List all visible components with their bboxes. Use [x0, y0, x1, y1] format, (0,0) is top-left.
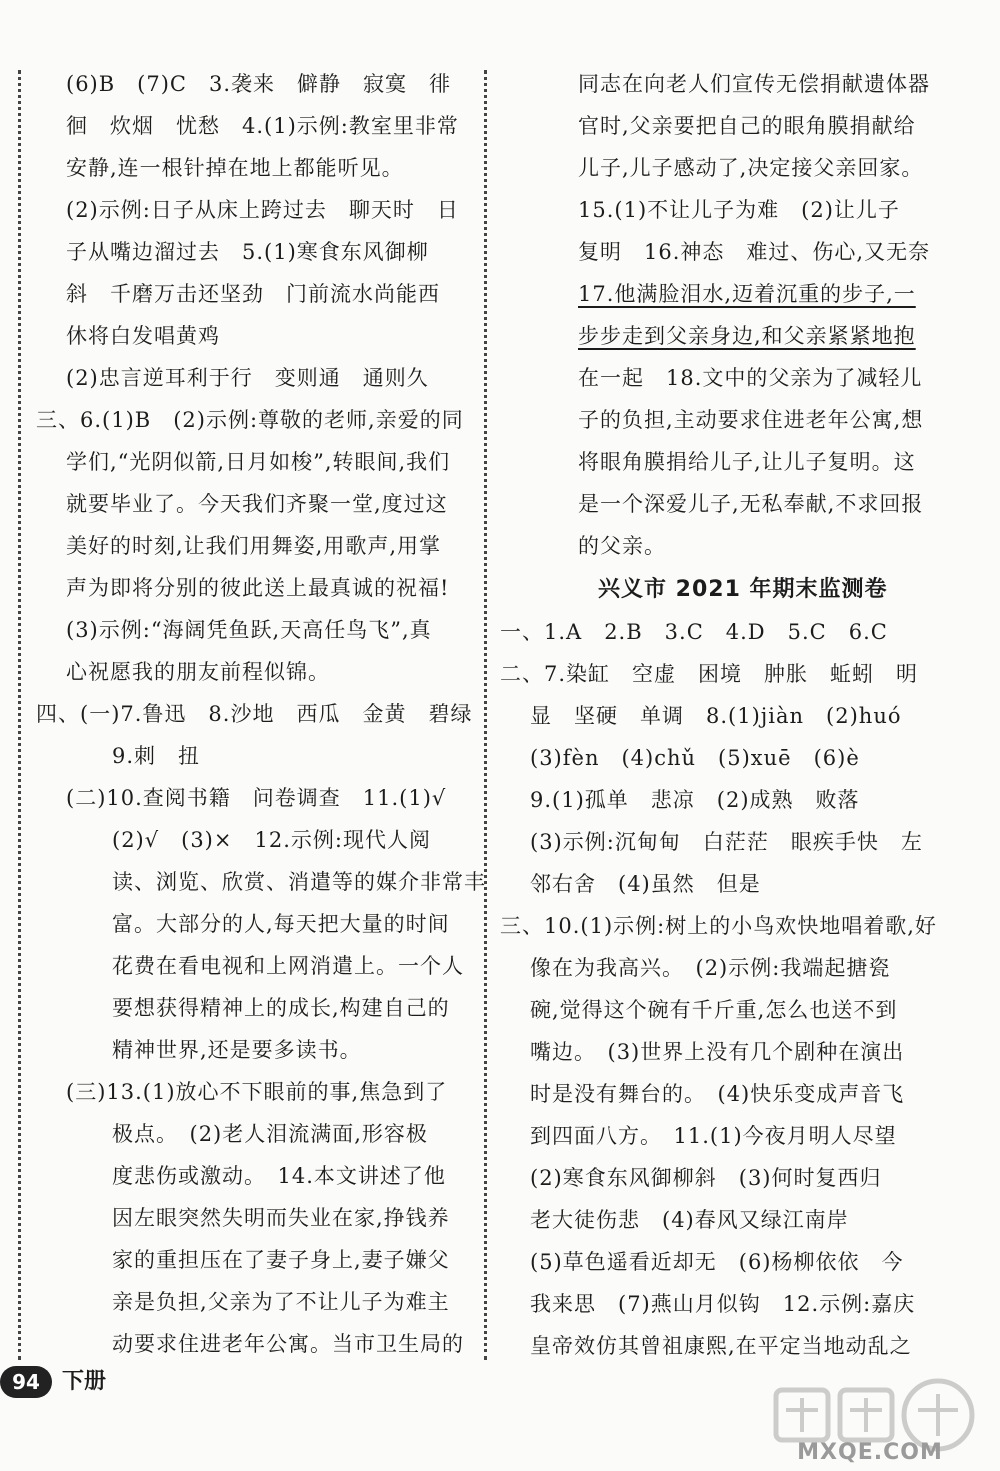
- answer-line: (2)示例:日子从床上跨过去 聊天时 日: [66, 198, 459, 222]
- section-4-line: 四、(一)7.鲁迅 8.沙地 西瓜 金黄 碧绿: [36, 702, 473, 726]
- answer-line: 在一起 18.文中的父亲为了减轻儿: [578, 366, 923, 390]
- section-1-line: 一、1.A 2.B 3.C 4.D 5.C 6.C: [500, 620, 888, 644]
- answer-line: 子从嘴边溜过去 5.(1)寒食东风御柳: [66, 240, 429, 264]
- answer-line: 度悲伤或激动。 14.本文讲述了他: [112, 1164, 446, 1188]
- answer-line: 心祝愿我的朋友前程似锦。: [66, 660, 330, 684]
- answer-line: (3)fèn (4)chǔ (5)xuē (6)è: [530, 746, 860, 770]
- answer-line: (2)忠言逆耳利于行 变则通 通则久: [66, 366, 429, 390]
- answer-line: 美好的时刻,让我们用舞姿,用歌声,用掌: [66, 534, 442, 558]
- watermark-url: MXQE.COM: [797, 1440, 943, 1465]
- answer-line: 斜 千磨万击还坚劲 门前流水尚能西: [66, 282, 440, 306]
- page-number-badge: 94: [0, 1366, 52, 1398]
- answer-line: 就要毕业了。今天我们齐聚一堂,度过这: [66, 492, 448, 516]
- answer-line: 动要求住进老年公寓。当市卫生局的: [112, 1332, 464, 1356]
- section-3-line: 三、6.(1)B (2)示例:尊敬的老师,亲爱的同: [36, 408, 464, 432]
- answer-line: 老大徒伤悲 (4)春风又绿江南岸: [530, 1208, 849, 1232]
- answer-line: 花费在看电视和上网消遣上。一个人: [112, 954, 464, 978]
- answer-line: 皇帝效仿其曾祖康熙,在平定当地动乱之: [530, 1334, 912, 1358]
- answer-line: (2)√ (3)× 12.示例:现代人阅: [112, 828, 431, 852]
- answer-line: 官时,父亲要把自己的眼角膜捐献给: [578, 114, 916, 138]
- underlined-answer-line: 17.他满脸泪水,迈着沉重的步子,一: [578, 282, 916, 306]
- answer-line: (三)13.(1)放心不下眼前的事,焦急到了: [66, 1080, 448, 1104]
- answer-line: 9.(1)孤单 悲凉 (2)成熟 败落: [530, 788, 860, 812]
- answer-line: 要想获得精神上的成长,构建自己的: [112, 996, 450, 1020]
- left-margin-dotted-rule: [18, 70, 21, 1360]
- answer-line: (2)寒食东风御柳斜 (3)何时复西归: [530, 1166, 882, 1190]
- exam-section-title: 兴义市 2021 年期末监测卷: [598, 577, 888, 602]
- answer-line: 读、浏览、欣赏、消遣等的媒介非常丰: [112, 870, 486, 894]
- section-2-line: 二、7.染缸 空虚 困境 肿胀 蚯蚓 明: [500, 662, 919, 686]
- answer-line: 精神世界,还是要多读书。: [112, 1038, 362, 1062]
- section-3-line: 三、10.(1)示例:树上的小鸟欢快地唱着歌,好: [500, 914, 937, 938]
- answer-line: 极点。 (2)老人泪流满面,形容极: [112, 1122, 428, 1146]
- answer-line: 因左眼突然失明而失业在家,挣钱养: [112, 1206, 450, 1230]
- answer-line: 声为即将分别的彼此送上最真诚的祝福!: [66, 576, 450, 600]
- answer-line: 休将白发唱黄鸡: [66, 324, 220, 348]
- answer-line: (二)10.查阅书籍 问卷调查 11.(1)√: [66, 786, 447, 810]
- answer-line: 的父亲。: [578, 534, 666, 558]
- answer-line: 富。大部分的人,每天把大量的时间: [112, 912, 450, 936]
- answer-line: 复明 16.神态 难过、伤心,又无奈: [578, 240, 931, 264]
- answer-line: 15.(1)不让儿子为难 (2)让儿子: [578, 198, 900, 222]
- answer-line: 学们,“光阴似箭,日月如梭”,转眼间,我们: [66, 450, 451, 474]
- answer-line: (6)B (7)C 3.袭来 僻静 寂寞 徘: [66, 72, 452, 96]
- answer-line: 是一个深爱儿子,无私奉献,不求回报: [578, 492, 924, 516]
- answer-line: 我来思 (7)燕山月似钩 12.示例:嘉庆: [530, 1292, 916, 1316]
- answer-line: 碗,觉得这个碗有千斤重,怎么也送不到: [530, 998, 898, 1022]
- answer-line: (3)示例:沉甸甸 白茫茫 眼疾手快 左: [530, 830, 923, 854]
- answer-line: 徊 炊烟 忧愁 4.(1)示例:教室里非常: [66, 114, 459, 138]
- column-divider-dotted-rule: [484, 70, 487, 1360]
- underlined-answer-line: 步步走到父亲身边,和父亲紧紧地抱: [578, 324, 916, 348]
- answer-line: (5)草色遥看近却无 (6)杨柳依依 今: [530, 1250, 904, 1274]
- answer-line: 安静,连一根针掉在地上都能听见。: [66, 156, 404, 180]
- answer-line: 亲是负担,父亲为了不让儿子为难主: [112, 1290, 450, 1314]
- answer-line: 子的负担,主动要求住进老年公寓,想: [578, 408, 924, 432]
- answer-line: 时是没有舞台的。 (4)快乐变成声音飞: [530, 1082, 905, 1106]
- answer-line: 9.刺 扭: [112, 744, 201, 768]
- answer-line: 家的重担压在了妻子身上,妻子嫌父: [112, 1248, 450, 1272]
- answer-line: (3)示例:“海阔凭鱼跃,天高任鸟飞”,真: [66, 618, 432, 642]
- answer-line: 将眼角膜捐给儿子,让儿子复明。这: [578, 450, 916, 474]
- answer-line: 嘴边。 (3)世界上没有几个剧种在演出: [530, 1040, 905, 1064]
- answer-line: 同志在向老人们宣传无偿捐献遗体器: [578, 72, 930, 96]
- answer-line: 像在为我高兴。 (2)示例:我端起搪瓷: [530, 956, 891, 980]
- answer-line: 儿子,儿子感动了,决定接父亲回家。: [578, 156, 924, 180]
- answer-line: 邻右舍 (4)虽然 但是: [530, 872, 761, 896]
- answer-line: 到四面八方。 11.(1)今夜月明人尽望: [530, 1124, 897, 1148]
- volume-label: 下册: [62, 1369, 107, 1394]
- answer-line: 显 坚硬 单调 8.(1)jiàn (2)huó: [530, 704, 902, 728]
